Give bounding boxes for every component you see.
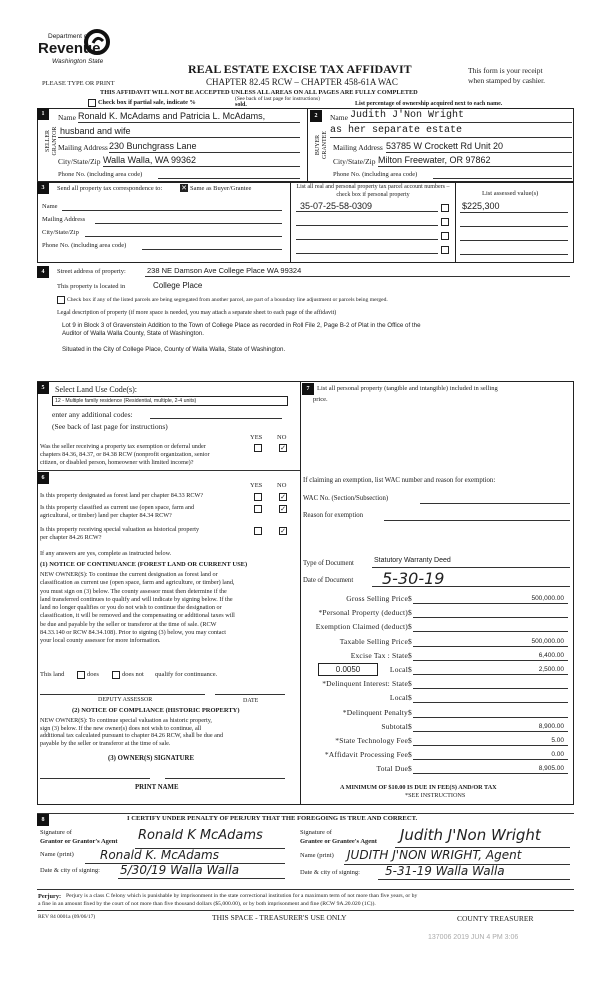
fee-row	[300, 651, 570, 662]
dollar-sign: $	[408, 622, 412, 632]
personal-property-checkbox[interactable]	[441, 246, 449, 254]
dollar-sign: $	[408, 608, 412, 618]
grantee-name-print[interactable]: JUDITH J'NON WRIGHT, Agent	[347, 848, 522, 862]
notice-line: classification as current use (open space, farm and agriculture, or timber) land,	[40, 579, 235, 587]
fee-row	[300, 622, 570, 633]
segregated-checkbox[interactable]	[57, 296, 65, 304]
fee-value-field[interactable]	[413, 608, 568, 618]
fee-row	[300, 693, 570, 704]
dor-logo: Department of Revenue Washington State	[38, 33, 113, 78]
street-address-field[interactable]: 238 NE Damson Ave College Place WA 99324	[147, 266, 302, 275]
fee-row	[300, 736, 570, 747]
logo-wave-icon	[84, 29, 110, 55]
fee-label: Taxable Selling Price	[339, 636, 408, 646]
fee-value-field[interactable]: 5.00	[413, 736, 568, 746]
notice-line: classification, it will be removed and the compensating or additional taxes will	[40, 612, 235, 620]
land-use-code-select[interactable]: 12 - Multiple family residence (Residential, multiple, 2-4 units)	[52, 396, 288, 406]
historic-yes-checkbox[interactable]	[254, 527, 262, 535]
personal-property-checkbox[interactable]	[441, 218, 449, 226]
fee-value-field[interactable]: 0.00	[413, 750, 568, 760]
grantor-date-city[interactable]: 5/30/19 Walla Walla	[120, 863, 240, 877]
recording-stamp: 137006 2019 JUN 4 PM 3:06	[428, 934, 519, 941]
notice-line: be due and payable by the seller or transferor at the time of sale. (RCW	[40, 620, 217, 628]
fee-value-field[interactable]	[413, 693, 568, 703]
deputy-assessor-signature[interactable]	[40, 694, 205, 695]
notice-line: payable by the seller or transferor at the time of sale.	[40, 739, 171, 747]
assessor-date[interactable]	[215, 694, 285, 695]
current-use-yes-checkbox[interactable]	[254, 505, 262, 513]
fee-value-field[interactable]	[413, 622, 568, 632]
seller-name-field[interactable]: Ronald K. McAdams and Patricia L. McAdams,	[78, 111, 266, 121]
parcel-number-field[interactable]: 35-07-25-58-0309	[300, 201, 373, 211]
forest-no-checkbox[interactable]: ✓	[280, 493, 286, 501]
fee-row	[300, 750, 570, 761]
form-title: REAL ESTATE EXCISE TAX AFFIDAVIT	[188, 62, 412, 76]
buyer-city-field[interactable]: Milton Freewater, OR 97862	[378, 155, 491, 165]
owner-signature-2[interactable]	[165, 778, 285, 779]
notice-line: 84.33.140 or RCW 84.34.108). Prior to signing (3) below, you may contact	[40, 629, 226, 637]
fee-row	[300, 708, 570, 719]
grantor-name-print[interactable]: Ronald K. McAdams	[100, 848, 219, 862]
fee-value-field[interactable]: 2,500.00	[413, 665, 568, 675]
owner-signature[interactable]	[40, 778, 150, 779]
dollar-sign: $	[408, 721, 412, 731]
does-not-qualify-checkbox[interactable]	[112, 671, 120, 679]
seller-city-field[interactable]: Walla Walla, WA 99362	[103, 155, 197, 165]
grantee-date-city[interactable]: 5-31-19 Walla Walla	[385, 864, 505, 878]
does-qualify-checkbox[interactable]	[77, 671, 85, 679]
dollar-sign: $	[408, 750, 412, 760]
fee-row	[300, 594, 570, 605]
fee-value-field[interactable]: 6,400.00	[413, 651, 568, 661]
assessed-value-field[interactable]: $225,300	[462, 201, 500, 211]
fee-label: *Delinquent Interest: State	[322, 679, 408, 689]
notice-line: sign (3) below. If the new owner(s) does not wish to continue, all	[40, 724, 202, 732]
fee-value-field[interactable]	[413, 708, 568, 718]
dollar-sign: $	[408, 679, 412, 689]
fee-label: Local	[389, 665, 408, 674]
fee-label: Total Due	[376, 764, 408, 774]
fee-row	[300, 679, 570, 690]
fee-label: *Affidavit Processing Fee	[324, 750, 408, 760]
dollar-sign: $	[408, 594, 412, 603]
fee-row	[300, 764, 570, 775]
notice-line: additional tax calculated pursuant to chapter 84.26 RCW, shall be due and	[40, 732, 224, 739]
dollar-sign: $	[408, 707, 412, 717]
document-type-field[interactable]: Statutory Warranty Deed	[374, 557, 451, 564]
additional-codes-field[interactable]	[150, 418, 282, 419]
historic-no-checkbox[interactable]: ✓	[280, 527, 286, 535]
seller-address-field[interactable]: 230 Bunchgrass Lane	[109, 141, 197, 151]
buyer-name-line2[interactable]: as her separate estate	[330, 125, 463, 136]
fee-label: Local	[389, 693, 408, 703]
fee-value-field[interactable]: 8,900.00	[413, 722, 568, 732]
notice-line: NEW OWNER(S): To continue special valuation as historic property,	[40, 717, 212, 724]
fee-value-field[interactable]: 500,000.00	[413, 637, 568, 647]
dollar-sign: $	[408, 764, 412, 774]
dollar-sign: $	[408, 650, 412, 660]
notice-of-continuance-text	[40, 571, 235, 646]
fee-label: Exemption Claimed (deduct)	[315, 622, 408, 632]
fee-value-field[interactable]: 500,000.00	[413, 594, 568, 604]
grantee-signature[interactable]: Judith J'Non Wright	[400, 826, 541, 844]
seller-name-line2[interactable]: husband and wife	[60, 126, 131, 136]
exemption-yes-checkbox[interactable]	[254, 444, 262, 452]
notice-line: NEW OWNER(S): To continue the current designation as forest land or	[40, 571, 218, 578]
fee-label: *State Technology Fee	[335, 736, 408, 745]
dollar-sign: $	[408, 736, 412, 745]
buyer-name-field[interactable]: Judith J'Non Wright	[350, 110, 465, 121]
exemption-no-checkbox[interactable]: ✓	[280, 444, 286, 452]
notice-line: you must sign on (3) below. The county assessor must then determine if the	[40, 587, 227, 595]
local-rate-box: 0.0050	[318, 663, 378, 676]
dollar-sign: $	[408, 636, 412, 646]
fee-row	[300, 637, 570, 648]
fee-label: *Personal Property (deduct)	[318, 608, 408, 618]
dollar-sign: $	[408, 693, 412, 703]
partial-sale-checkbox[interactable]	[88, 99, 96, 107]
fee-row	[300, 608, 570, 619]
wac-number-field[interactable]	[420, 503, 570, 504]
legal-description[interactable]: Lot 9 in Block 3 of Gravenstein Addition to the Town of College Place as recorded in Roll File 2, Page B-2 of Plat in the Office of the	[62, 322, 421, 329]
fee-value-field[interactable]: 8,905.00	[413, 764, 568, 774]
fee-label: Gross Selling Price	[346, 594, 408, 603]
fee-row	[300, 722, 570, 733]
buyer-address-field[interactable]: 53785 W Crockett Rd Unit 20	[386, 141, 504, 151]
document-date-field[interactable]: 5-30-19	[382, 569, 445, 588]
personal-property-checkbox[interactable]	[441, 204, 449, 212]
same-as-buyer-checkbox[interactable]: ✕	[181, 184, 187, 192]
fee-label: Excise Tax : State	[350, 650, 408, 660]
personal-property-checkbox[interactable]	[441, 232, 449, 240]
fee-label: *Delinquent Penalty	[342, 707, 408, 717]
notice-line: land transferred continues to qualify and will indicate by signing below. If the	[40, 595, 233, 603]
dollar-sign: $	[408, 665, 412, 674]
notice-line: land no longer qualifies or you do not wish to continue the designation or	[40, 604, 222, 612]
grantor-signature[interactable]: Ronald K McAdams	[138, 828, 263, 843]
fee-value-field[interactable]	[413, 679, 568, 689]
current-use-no-checkbox[interactable]: ✓	[280, 505, 286, 513]
notice-line: your local county assessor for more information.	[40, 637, 161, 645]
fee-label: Subtotal	[381, 721, 408, 731]
located-in-field[interactable]: College Place	[153, 281, 203, 290]
notice-of-compliance-text	[40, 717, 223, 747]
exemption-reason-field[interactable]	[384, 520, 570, 521]
forest-yes-checkbox[interactable]	[254, 493, 262, 501]
